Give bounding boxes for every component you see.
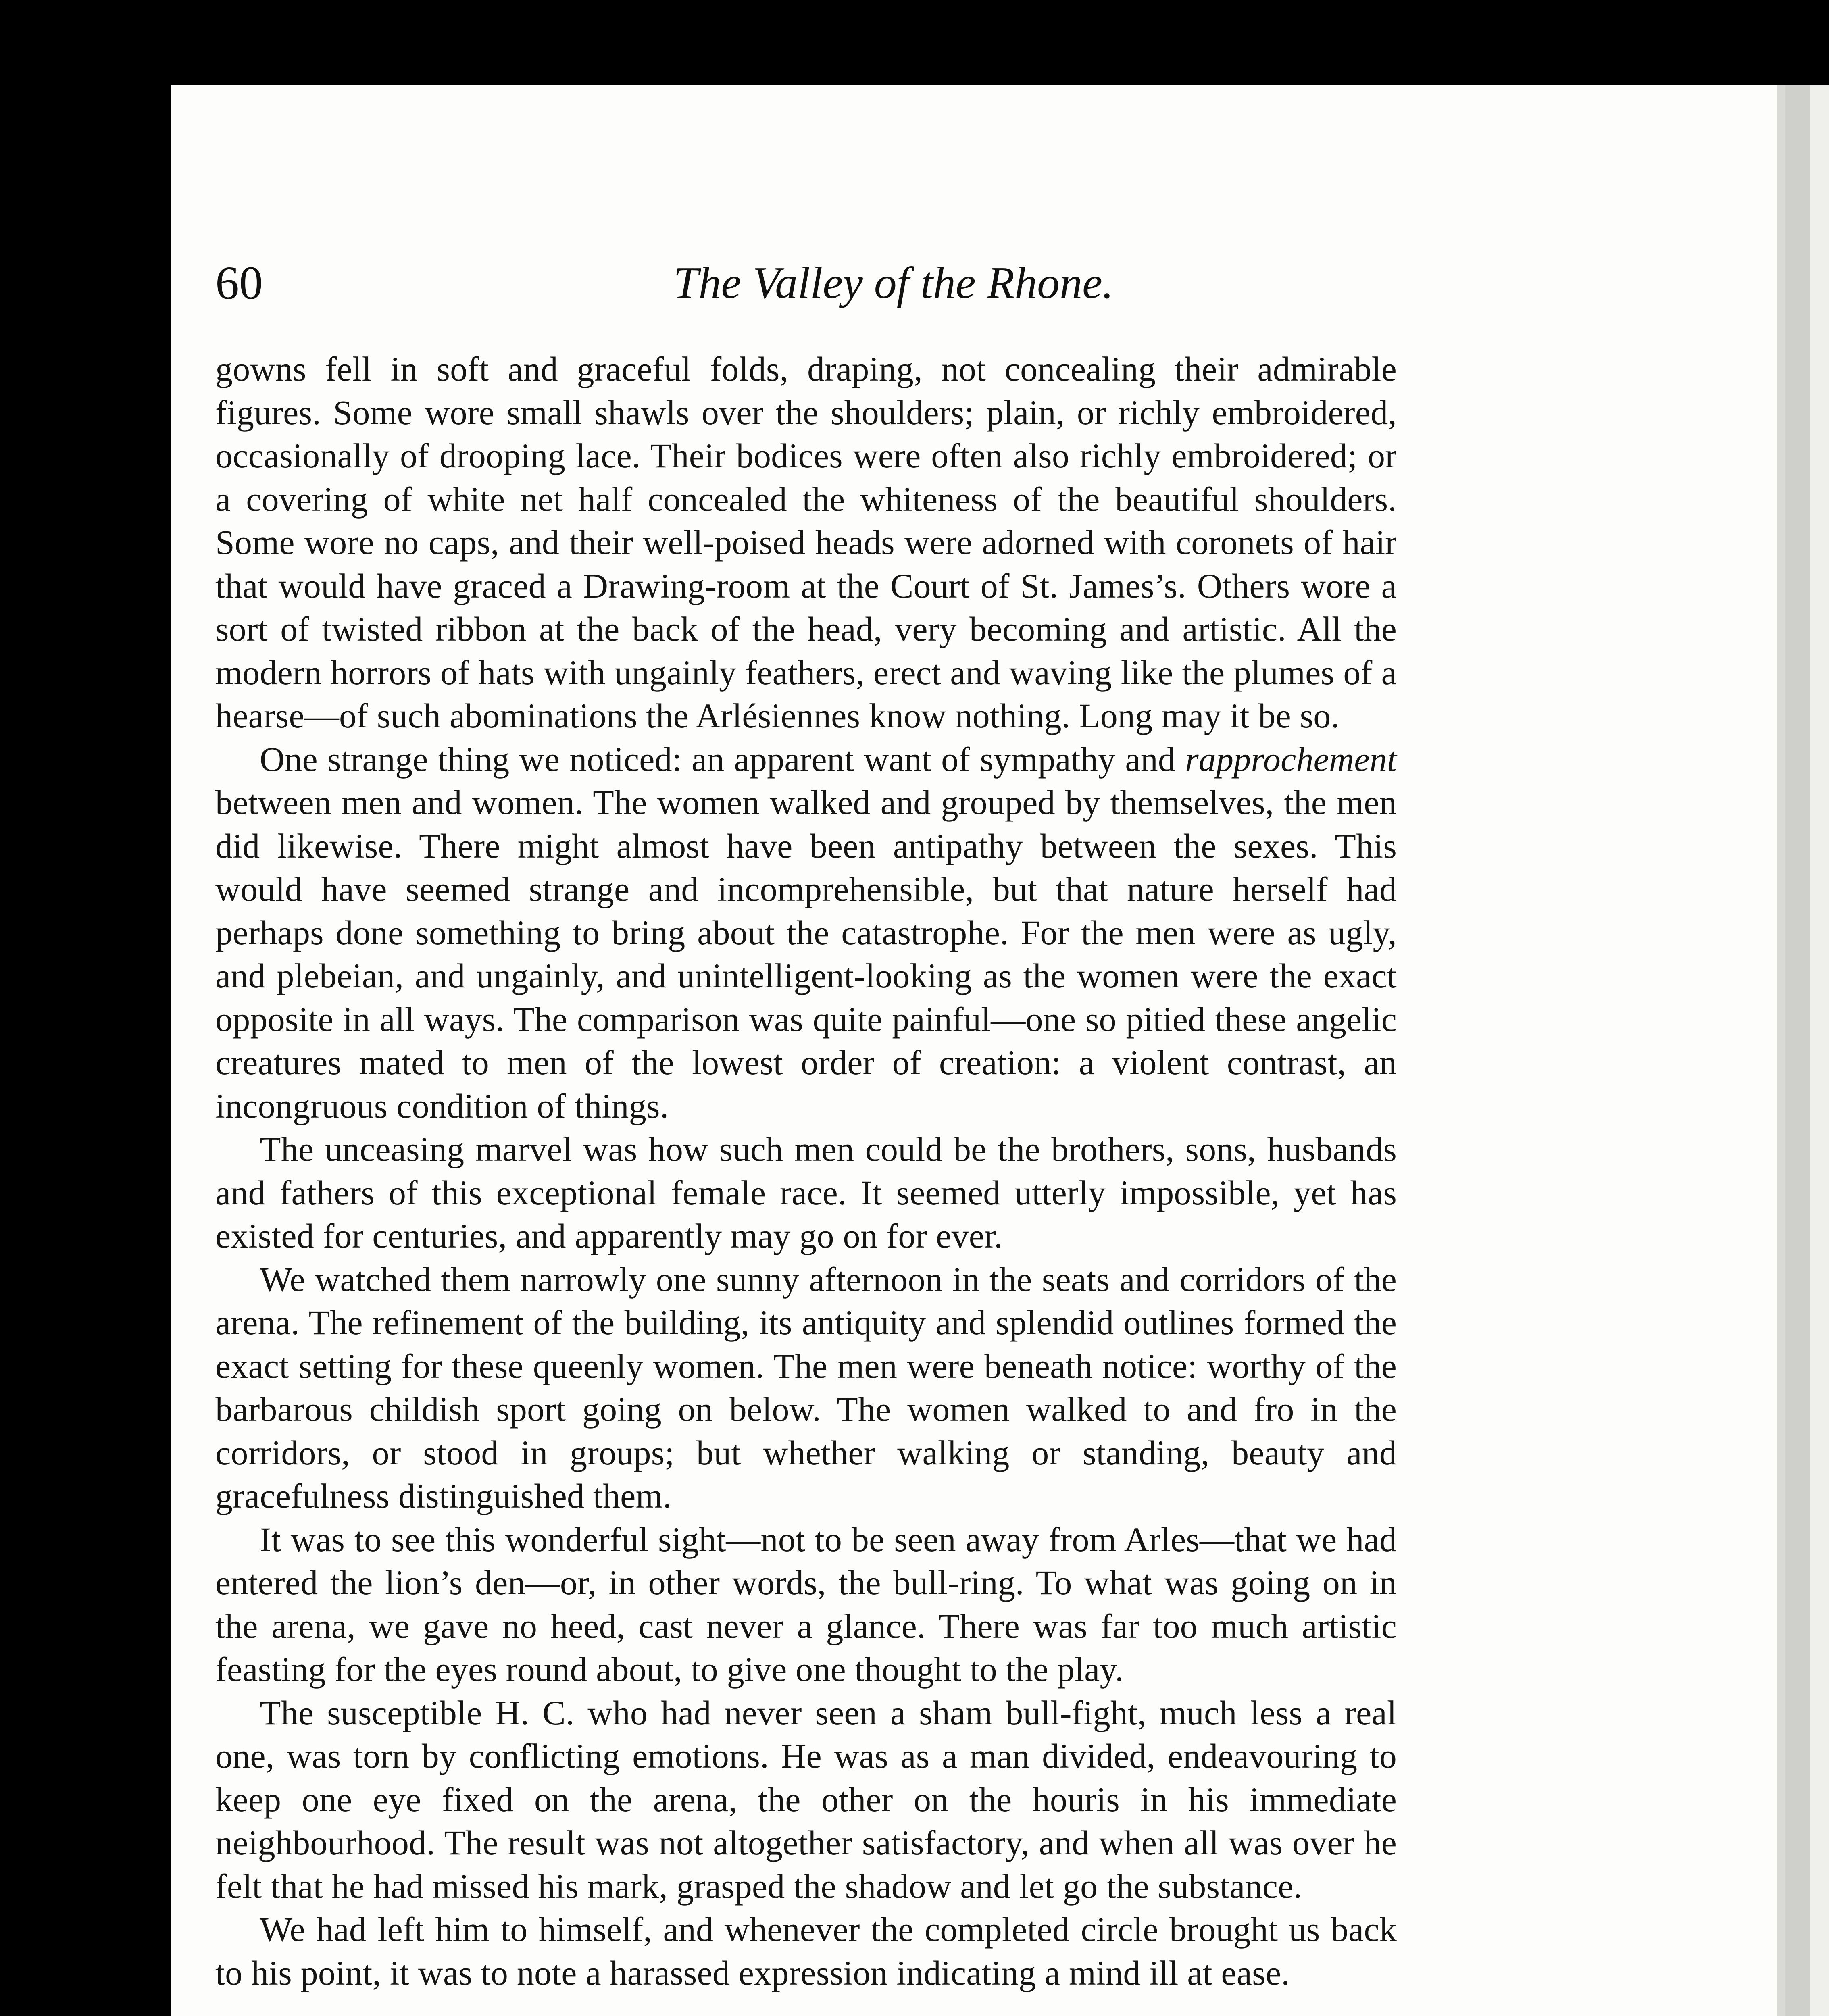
paragraph: The susceptible H. C. who had never seen a sham bull-fight, much less a real one, was torn by conflicting emotions. He was as a man divided, endeavouring to keep one eye fixed on the arena, the other on the houris in his immediate neighbourhood. The result was not altogether satisfactory, and when all was over he felt that he had missed his mark, grasped the shadow and let go the substance. xyxy=(215,1693,1397,1906)
paragraph: One strange thing we noticed: an apparent want of sympathy and rapprochement between men and women. The women walked and grouped by themselves, the men did likewise. There might almost have been antipathy between the sexes. This would have seemed strange and incomprehensible, but that nature herself had perhaps done something to bring about the catastrophe. For the men were as ugly, and plebeian, and ungainly, and unintelligent-looking as the women were the exact opposite in all ways. The comparison was quite painful—one so pitied these angelic creatures mated to men of the lowest order of creation: a violent contrast, an incongruous condition of things. xyxy=(215,739,1397,1125)
body-text xyxy=(215,348,1397,1995)
italic-term: rapprochement xyxy=(1185,739,1397,779)
paragraph: We watched them narrowly one sunny afternoon in the seats and corridors of the arena. The refinement of the building, its antiquity and splendid outlines formed the exact setting for these queenly women. The men were beneath notice: worthy of the barbarous childish sport going on below. The women walked to and fro in the corridors, or stood in groups; but whether walking or standing, beauty and gracefulness distinguished them. xyxy=(215,1260,1397,1515)
paragraph: It was to see this wonderful sight—not to be seen away from Arles—that we had entered the lion’s den—or, in other words, the bull-ring. To what was going on in the arena, we gave no heed, cast never a glance. There was far too much artistic feasting for the eyes round about, to give one thought to the play. xyxy=(215,1520,1397,1689)
paragraph: gowns fell in soft and graceful folds, draping, not concealing their admirable figures. Some wore small shawls over the shoulders; plain, or richly embroidered, occasionally of drooping lace. Their bodices were often also richly embroidered; or a covering of white net half concealed the whiteness of the beautiful shoulders. Some wore no caps, and their well-poised heads were adorned with coronets of hair that would have graced a Drawing-room at the Court of St. James’s. Others wore a sort of twisted ribbon at the back of the head, very becoming and artistic. All the modern horrors of hats with ungainly feathers, erect and waving like the plumes of a hearse—of such abominations the Arlésiennes know nothing. Long may it be so. xyxy=(215,350,1397,735)
page-number: 60 xyxy=(215,256,263,309)
page-header xyxy=(215,255,1572,311)
page-edge-shadow xyxy=(1777,85,1785,2016)
next-page-edge xyxy=(1785,85,1810,2016)
paragraph: We had left him to himself, and whenever the completed circle brought us back to his point, it was to note a harassed expression indicating a mind ill at ease. xyxy=(215,1910,1397,1992)
paragraph: The unceasing marvel was how such men could be the brothers, sons, husbands and fathers of this exceptional female race. It seemed utterly impossible, yet has existed for centuries, and apparently may go on for ever. xyxy=(215,1130,1397,1255)
running-title: The Valley of the Rhone. xyxy=(673,258,1114,308)
page-gutter xyxy=(1810,85,1829,2016)
